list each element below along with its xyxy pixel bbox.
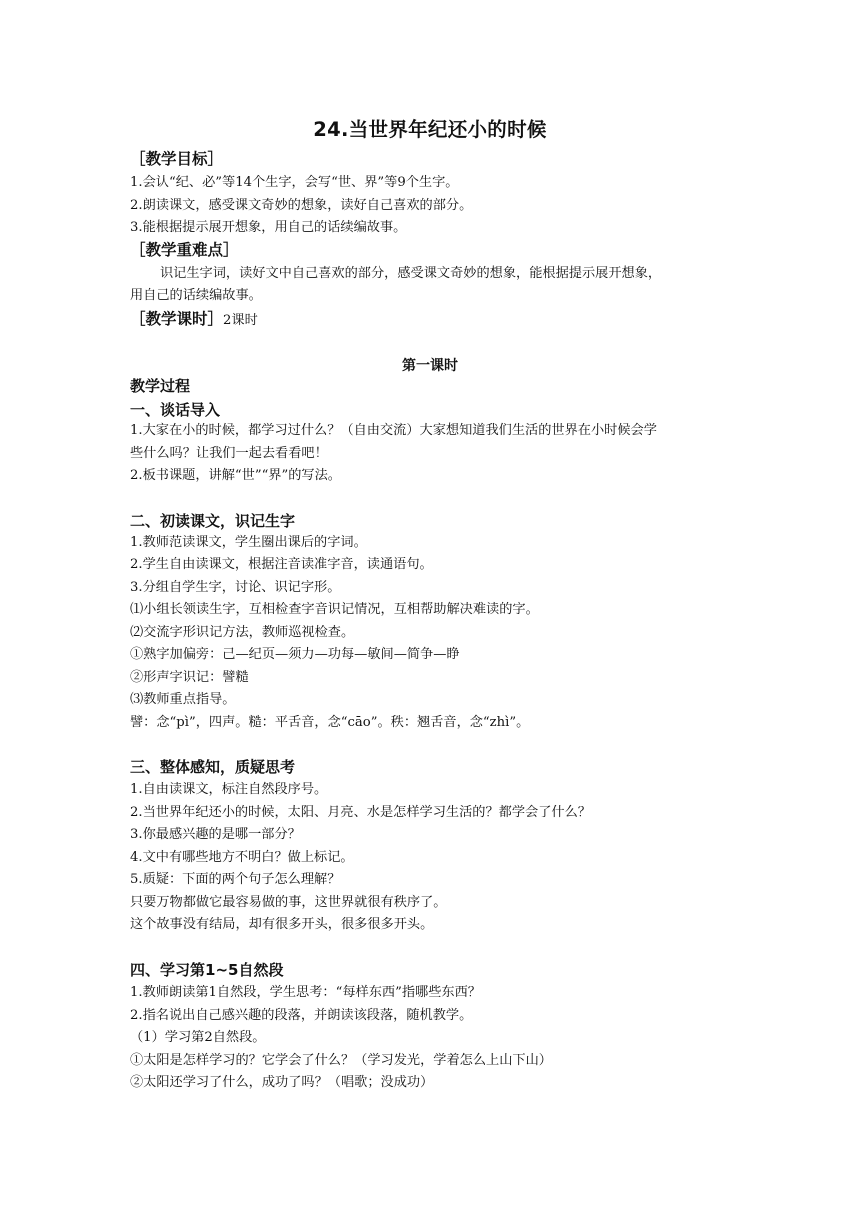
hours-row [130, 309, 258, 331]
document-title: 24.当世界年纪还小的时候 [313, 118, 547, 141]
objective-1: 1.会认“纪、必”等14个生字，会写“世、界”等9个生字。 [130, 175, 459, 190]
objective-2: 2.朗读课文，感受课文奇妙的想象，读好自己喜欢的部分。 [130, 198, 473, 213]
key-points-heading: ［教学重难点］ [130, 241, 239, 259]
section-1-heading: 一、谈话导入 [130, 401, 221, 419]
key-points-line-1: 识记生字词，读好文中自己喜欢的部分，感受课文奇妙的想象，能根据提示展开想象， [160, 266, 662, 281]
section-3-line: 2.当世界年纪还小的时候，太阳、月亮、水是怎样学习生活的？都学会了什么？ [130, 805, 591, 820]
section-2-line: ⑶教师重点指导。 [130, 692, 236, 707]
section-4-line: ①太阳是怎样学习的？它学会了什么？（学习发光，学着怎么上山下山） [130, 1053, 552, 1068]
section-2-line: ①熟字加偏旁：己—纪页—须力—功每—敏间—简争—睁 [130, 647, 460, 662]
section-3-line: 5.质疑：下面的两个句子怎么理解？ [130, 872, 341, 887]
section-2-line: 譬：念“pì”，四声。糙：平舌音，念“cāo”。秩：翘舌音，念“zhì”。 [130, 715, 530, 730]
section-4-line: （1）学习第2自然段。 [130, 1030, 266, 1045]
lesson-heading: 第一课时 [402, 358, 458, 374]
section-3-line: 3.你最感兴趣的是哪一部分？ [130, 827, 301, 842]
section-2-line: 3.分组自学生字，讨论、识记字形。 [130, 580, 341, 595]
section-3-line: 这个故事没有结局，却有很多开头，很多很多开头。 [130, 917, 434, 932]
hours-heading: ［教学课时］ [130, 310, 224, 328]
section-2-line: 1.教师范读课文，学生圈出课后的字词。 [130, 535, 367, 550]
section-1-line: 1.大家在小的时候，都学习过什么？（自由交流）大家想知道我们生活的世界在小时候会学 [130, 423, 657, 438]
section-4-line: 2.指名说出自己感兴趣的段落，并朗读该段落，随机教学。 [130, 1008, 473, 1023]
section-2-line: ②形声字识记：譬糙 [130, 670, 249, 685]
section-3-heading: 三、整体感知，质疑思考 [130, 758, 296, 776]
section-4-heading: 四、学习第1~5自然段 [130, 961, 284, 979]
section-1-line: 些什么吗？让我们一起去看看吧！ [130, 446, 328, 461]
section-3-line: 1.自由读课文，标注自然段序号。 [130, 782, 328, 797]
section-3-line: 4.文中有哪些地方不明白？做上标记。 [130, 850, 354, 865]
section-2-heading: 二、初读课文，识记生字 [130, 512, 296, 530]
section-3-line: 只要万物都做它最容易做的事，这世界就很有秩序了。 [130, 895, 447, 910]
section-2-line: ⑵交流字形识记方法，教师巡视检查。 [130, 625, 355, 640]
section-2-line: ⑴小组长领读生字，互相检查字音识记情况，互相帮助解决难读的字。 [130, 602, 539, 617]
key-points-line-2: 用自己的话续编故事。 [130, 288, 262, 303]
section-4-line: 1.教师朗读第1自然段，学生思考：“每样东西”指哪些东西？ [130, 985, 481, 1000]
objective-3: 3.能根据提示展开想象，用自己的话续编故事。 [130, 220, 407, 235]
process-heading: 教学过程 [130, 377, 191, 395]
section-1-line: 2.板书课题，讲解“世”“界”的写法。 [130, 468, 341, 483]
objectives-heading: ［教学目标］ [130, 150, 224, 168]
section-2-line: 2.学生自由读课文，根据注音读准字音，读通语句。 [130, 557, 433, 572]
section-4-line: ②太阳还学习了什么，成功了吗？（唱歌；没成功） [130, 1075, 434, 1090]
hours-value: 2课时 [223, 313, 258, 328]
